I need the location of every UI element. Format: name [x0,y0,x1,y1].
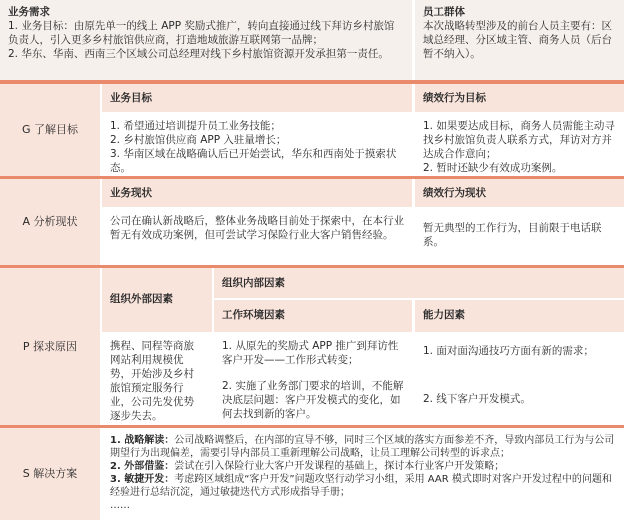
p-outer-body [102,334,212,425]
row-label-s [0,428,100,520]
employee-group-cell [415,0,624,80]
p-cap-1-text: 1. 面对面沟通技巧方面有新的需求； [423,345,594,357]
s-item-3 [110,473,616,499]
s-item-2-text: 尝试在引入保险行业大客户开发课程的基础上，探讨本行业客户开发策略； [174,461,505,472]
g-right-head: 绩效行为目标 [415,84,624,112]
s-item-1-bold: 1. 战略解读： [110,435,175,446]
business-need-line-2: 2. 华东、华南、西南三个区域公司总经理对线下乡村旅馆资源开发承担第一责任。 [8,48,389,60]
s-ellipsis: …… [110,500,130,511]
a-left-body [102,209,412,265]
p-cap-2-text: 2. 线下客户开发模式。 [423,393,531,405]
p-env-2 [214,374,412,425]
row-label-p-text: P 探求原因 [22,339,78,353]
g-left-body [102,114,412,176]
g-right-body [415,114,624,176]
row-label-a-text: A 分析现状 [22,215,78,228]
p-cap-1 [415,334,624,372]
row-label-p [0,268,100,425]
g-right-line-1: 1. 如果要达成目标，商务人员需能主动寻找乡村旅馆负责人联系方式，拜访对方并达成合作意向； [423,120,615,160]
row-label-g-text: G 了解目标 [21,123,79,136]
employee-group-title: 员工群体 [423,6,465,18]
s-item-3-bold: 3. 敏捷开发： [110,474,175,485]
p-env-1 [214,334,412,372]
s-item-1-text: 公司战略调整后，在内部的宣导不够，同时三个区域的落实方面参差不齐，导致内部员工行为与公司期望行为出现偏差，需要引导内部员工重新理解公司战略，让员工理解公司转型的诉求点； [110,435,615,459]
s-item-1 [110,434,616,460]
s-item-2-bold: 2. 外部借鉴： [110,461,175,472]
employee-group-text: 本次战略转型涉及的前台人员主要有：区域总经理、分区域主管、商务人员（后台暂不纳入）。 [423,20,612,60]
s-body [102,428,624,520]
p-outer-text: 携程、同程等商旅网站利用规模优势，开始涉及乡村旅馆预定服务行业，公司先发优势逐步失去。 [110,340,194,422]
g-left-head: 业务目标 [102,84,412,112]
a-right-body [415,209,624,265]
business-need-cell [0,0,412,80]
row-label-s-text: S 解决方案 [22,467,78,480]
g-left-line-3: 3. 华南区域在战略确认后已开始尝试，华东和西南处于摸索状态。 [110,148,397,174]
business-need-line-1: 1. 业务目标：由原先单一的线上 APP 奖励式推广，转向直接通过线下拜访乡村旅馆负责人，引入更多乡村旅馆供应商，打造地域旅游互联网第一品牌； [8,20,395,46]
g-right-line-2: 2. 暂时还缺少有效成功案例。 [423,162,563,174]
p-inner-head: 组织内部因素 [214,268,624,298]
p-cap-2 [415,374,624,425]
a-left-text: 公司在确认新战略后，整体业务战略目前处于探索中，在本行业暂无有效成功案例，但可尝试学习保险行业大客户销售经验。 [110,215,404,241]
a-right-text: 暂无典型的工作行为，目前限于电话联系。 [423,222,602,248]
p-cap-head: 能力因素 [415,300,624,332]
s-item-3-text: 考虑跨区域组成“客户开发”问题攻坚行动学习小组，采用 AAR 模式即时对客户开发过程中的问题和经验进行总结沉淀，通过敏捷迭代方式形成指导手册； [110,474,612,498]
s-item-2 [110,460,616,473]
business-need-title: 业务需求 [8,6,50,18]
row-label-g [0,84,100,176]
p-env-1-text: 1. 从原先的奖励式 APP 推广到拜访性客户开发——工作形式转变； [222,340,399,366]
g-left-line-2: 2. 乡村旅馆供应商 APP 入驻量增长； [110,134,287,146]
a-right-head: 绩效行为现状 [415,179,624,207]
row-label-a [0,179,100,265]
p-env-2-text: 2. 实施了业务部门要求的培训，不能解决底层问题：客户开发模式的变化，如何去找到新的客户。 [222,380,404,420]
p-outer-head: 组织外部因素 [102,268,212,332]
a-left-head: 业务现状 [102,179,412,207]
p-env-head: 工作环境因素 [214,300,412,332]
g-left-line-1: 1. 希望通过培训提升员工业务技能； [110,120,281,132]
